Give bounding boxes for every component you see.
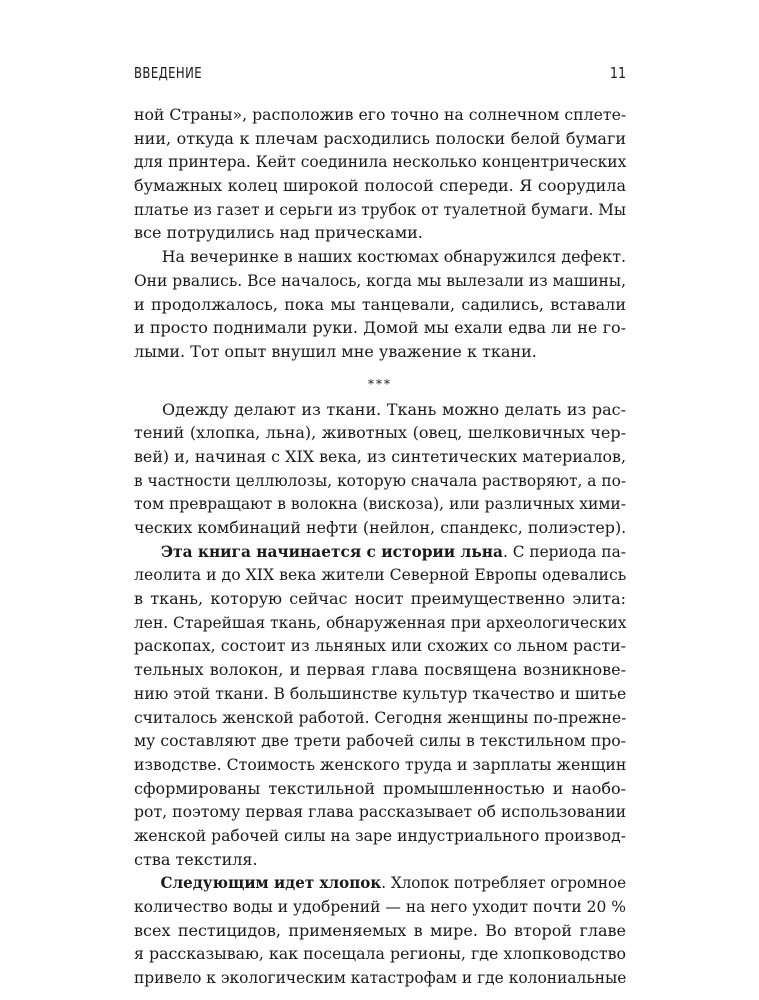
text-line: раскопах, состоит из льняных или схожих со льном расти- xyxy=(134,636,626,656)
bold-lead: Эта книга начинается с истории льна xyxy=(160,541,503,561)
bold-lead: Следующим идет хлопок xyxy=(160,873,382,893)
text-line: изводстве. Стоимость женского труда и зарплаты женщин xyxy=(134,754,627,774)
text-line: нию этой ткани. В большинстве культур ткачество и шитье xyxy=(134,683,627,703)
text-line: лен. Старейшая ткань, обнаруженная при археологических xyxy=(134,612,627,632)
text-line: ной Страны», расположив его точно на солнечном сплете- xyxy=(134,105,627,124)
section-separator: *** xyxy=(368,376,392,391)
text-line: вей) и, начиная с XIX века, из синтетических материалов, xyxy=(134,446,626,466)
text-line: бумажных колец широкой полосой спереди. Я соорудила xyxy=(134,176,626,196)
text-line: я рассказываю, как посещала регионы, где хлопководство xyxy=(134,944,626,964)
text-line: тельных волокон, и первая глава посвящена возникнове- xyxy=(134,660,626,680)
line-rest: . Хлопок потребляет огромное xyxy=(381,873,627,893)
text-line: Одежду делают из ткани. Ткань можно делать из рас- xyxy=(162,399,626,419)
text-line xyxy=(134,871,626,895)
text-line: Они рвались. Все началось, когда мы вылезали из машины, xyxy=(134,270,627,290)
text-line: му составляют две трети рабочей силы в текстильном про- xyxy=(134,731,626,751)
paragraph xyxy=(134,398,626,540)
text-line: и просто поднимали руки. Домой мы ехали едва ли не го- xyxy=(134,318,626,338)
text-line: нии, откуда к плечам расходились полоски белой бумаги xyxy=(134,128,626,148)
text-line: ческих комбинаций нефти (нейлон, спандекс, полиэстер). xyxy=(134,518,627,537)
running-head xyxy=(134,64,626,86)
text-line: леолита и до XIX века жители Северной Европы одевались xyxy=(134,565,627,585)
text-line: все потрудились над прическами. xyxy=(134,223,423,243)
section-title: ВВЕДЕНИЕ xyxy=(134,64,203,82)
page-number: 11 xyxy=(609,64,626,82)
text-line: рот, поэтому первая глава рассказывает об использовании xyxy=(134,802,627,822)
text-line: всех пестицидов, применяемых в мире. Во второй главе xyxy=(134,920,626,940)
paragraph xyxy=(134,103,626,245)
text-line: в частности целлюлозы, которую сначала растворяют, а по- xyxy=(134,470,627,490)
text-line: лыми. Тот опыт внушил мне уважение к ткани. xyxy=(134,341,537,361)
text-line: платье из газет и серьги из трубок от туалетной бумаги. Мы xyxy=(134,199,626,219)
text-line: привело к экологическим катастрофам и где колониальные xyxy=(134,968,627,988)
text-line: количество воды и удобрений — на него уходит почти 20 % xyxy=(134,897,626,916)
line-rest: . С периода па- xyxy=(502,541,626,561)
text-line: и продолжалось, пока мы танцевали, садились, вставали xyxy=(134,294,626,314)
body-text xyxy=(134,103,626,990)
text-line: женской рабочей силы на заре индустриального производ- xyxy=(134,825,626,845)
paragraph xyxy=(134,871,626,989)
text-line: На вечеринке в наших костюмах обнаружился дефект. xyxy=(161,247,626,267)
text-line: том превращают в волокна (вискоза), или различных хими- xyxy=(134,494,626,514)
paragraph xyxy=(134,245,626,363)
text-line: сформированы текстильной промышленностью и наобо- xyxy=(134,778,626,798)
text-line: тений (хлопка, льна), животных (овец, шелковичных чер- xyxy=(134,423,626,443)
paragraph xyxy=(134,540,626,872)
text-line: ства текстиля. xyxy=(134,849,258,869)
text-line xyxy=(134,540,626,564)
text-line: в ткань, которую сейчас носит преимущественно элита: xyxy=(134,589,626,609)
text-line: для принтера. Кейт соединила несколько концентрических xyxy=(134,152,627,172)
text-line: считалось женской работой. Сегодня женщины по-прежне- xyxy=(134,707,627,727)
